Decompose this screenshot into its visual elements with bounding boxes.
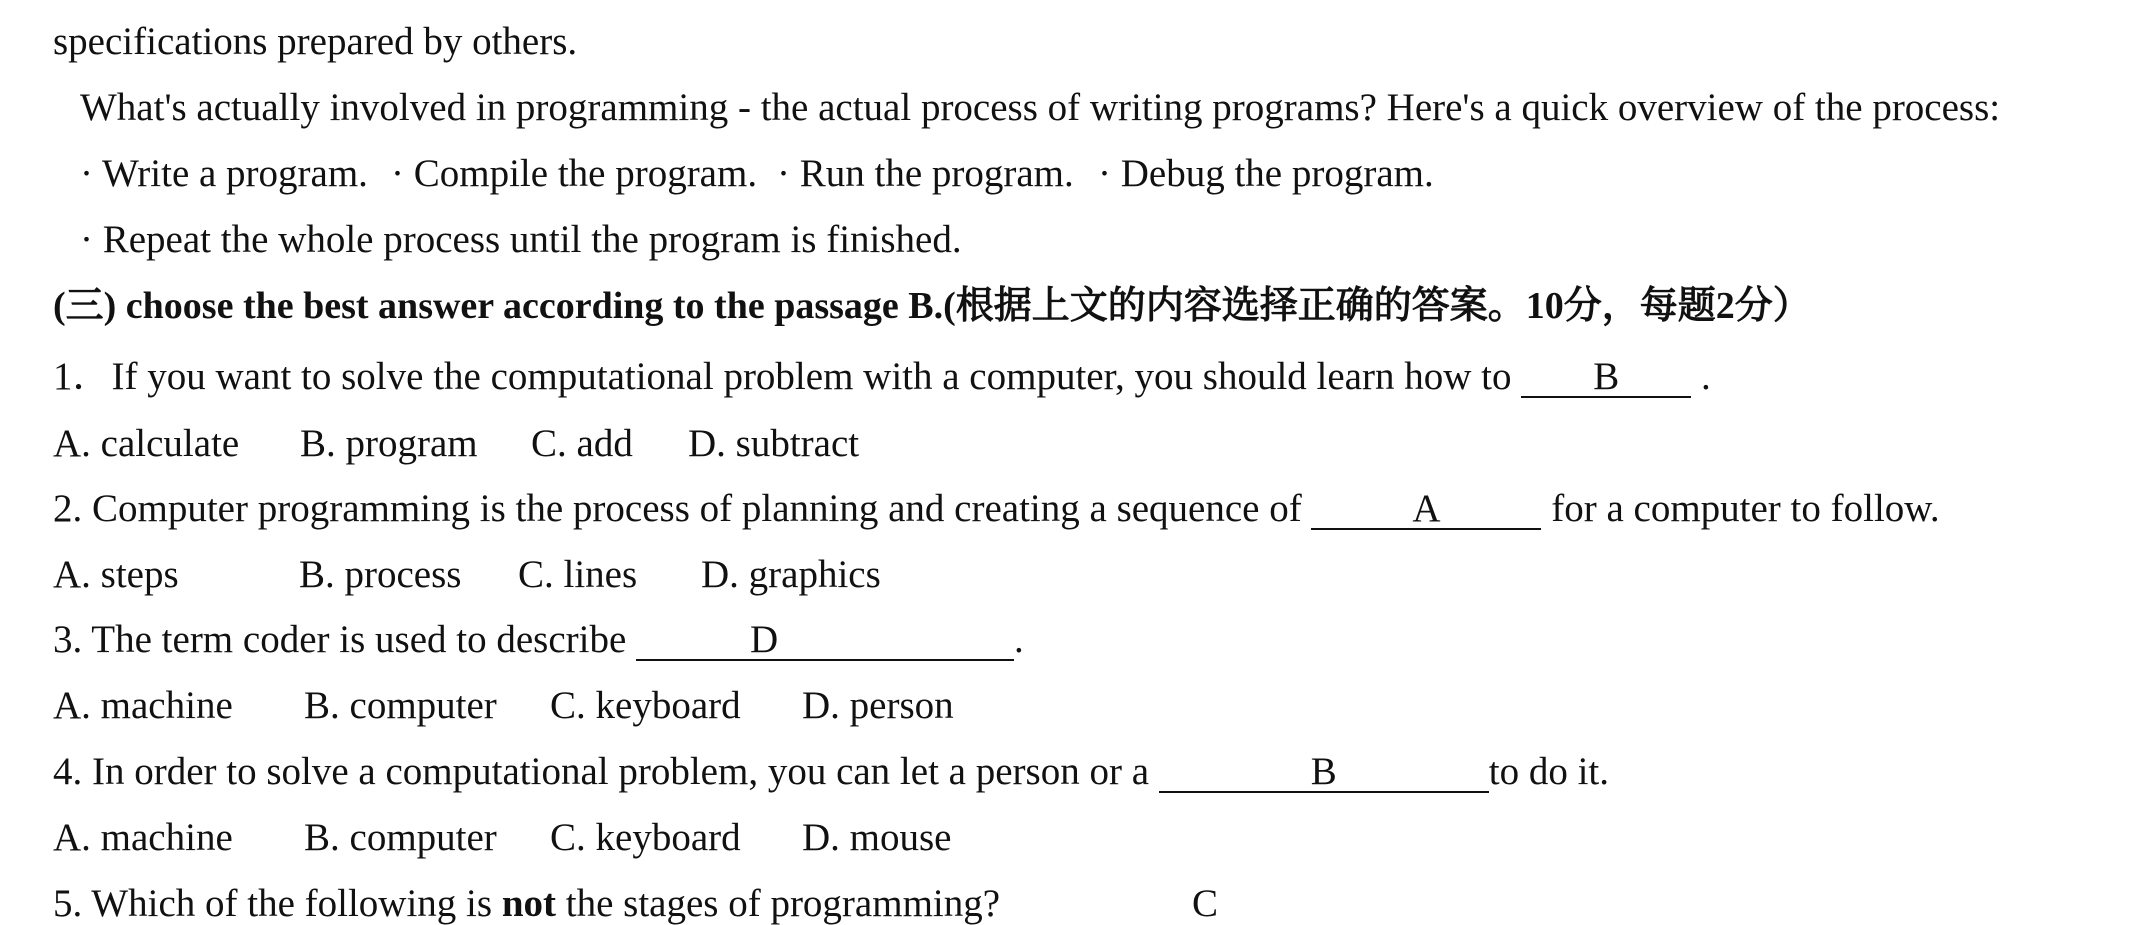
question-5-answer: C: [1192, 882, 1219, 925]
q3-option-c: C. keyboard: [550, 684, 741, 727]
question-3-answer-blank: [636, 620, 1014, 661]
passage-line-1: specifications prepared by others.: [53, 20, 578, 63]
q1-option-c: C. add: [531, 422, 633, 465]
passage-line-2: What's actually involved in programming - the actual process of writing programs? Here's a quick overview of the process:: [80, 86, 2001, 129]
question-4-suffix: to do it.: [1488, 750, 1610, 793]
question-2-suffix: for a computer to follow.: [1541, 487, 1940, 530]
question-1-text: 1．If you want to solve the computational problem with a computer, you should learn how to: [53, 355, 1522, 398]
question-2-options: [53, 555, 881, 594]
question-1-suffix: .: [1691, 355, 1711, 398]
question-3: [53, 620, 1024, 661]
step-compile: · Compile the program.: [391, 152, 758, 195]
question-4-options: [53, 818, 952, 857]
step-run: · Run the program.: [777, 152, 1074, 195]
question-4-text: 4. In order to solve a computational problem, you can let a person or a: [53, 750, 1159, 793]
step-write: · Write a program.: [80, 152, 368, 195]
question-1-answer-blank: B: [1521, 357, 1691, 398]
passage-line-4: · Repeat the whole process until the program is finished.: [80, 218, 962, 261]
question-4-answer-blank: B: [1159, 752, 1489, 793]
question-3-options: [53, 686, 954, 725]
q3-option-a: A. machine: [53, 684, 233, 727]
question-3-answer: D: [749, 618, 779, 661]
q4-option-c: C. keyboard: [550, 816, 741, 859]
q2-option-c: C. lines: [518, 553, 638, 596]
q4-option-a: A. machine: [53, 816, 233, 859]
question-5: [53, 884, 1218, 923]
q1-option-a: A. calculate: [53, 422, 240, 465]
question-5-emphasis: not: [501, 882, 556, 925]
question-2-answer-blank: A: [1311, 489, 1541, 530]
question-2-text: 2. Computer programming is the process of planning and creating a sequence of: [53, 487, 1312, 530]
step-debug: · Debug the program.: [1098, 152, 1434, 195]
q1-option-b: B. program: [300, 422, 478, 465]
q4-option-b: B. computer: [304, 816, 497, 859]
question-2: [53, 489, 1940, 530]
passage-steps-line: [80, 154, 1434, 193]
q3-option-b: B. computer: [304, 684, 497, 727]
q4-option-d: D. mouse: [802, 816, 952, 859]
question-3-suffix: .: [1014, 618, 1024, 661]
question-1: [53, 357, 1711, 398]
q2-option-d: D. graphics: [701, 553, 881, 596]
q2-option-a: A. steps: [53, 553, 179, 596]
section-heading: (三) choose the best answer according to the passage B.(根据上文的内容选择正确的答案。10分，每题2分）: [53, 285, 1811, 327]
question-4: [53, 752, 1609, 793]
question-5-rest: the stages of programming?: [556, 882, 1001, 925]
question-1-options: [53, 424, 859, 463]
question-3-text: 3. The term coder is used to describe: [53, 618, 637, 661]
q3-option-d: D. person: [802, 684, 954, 727]
q2-option-b: B. process: [299, 553, 462, 596]
question-5-text: 5. Which of the following is: [53, 882, 502, 925]
q1-option-d: D. subtract: [688, 422, 860, 465]
